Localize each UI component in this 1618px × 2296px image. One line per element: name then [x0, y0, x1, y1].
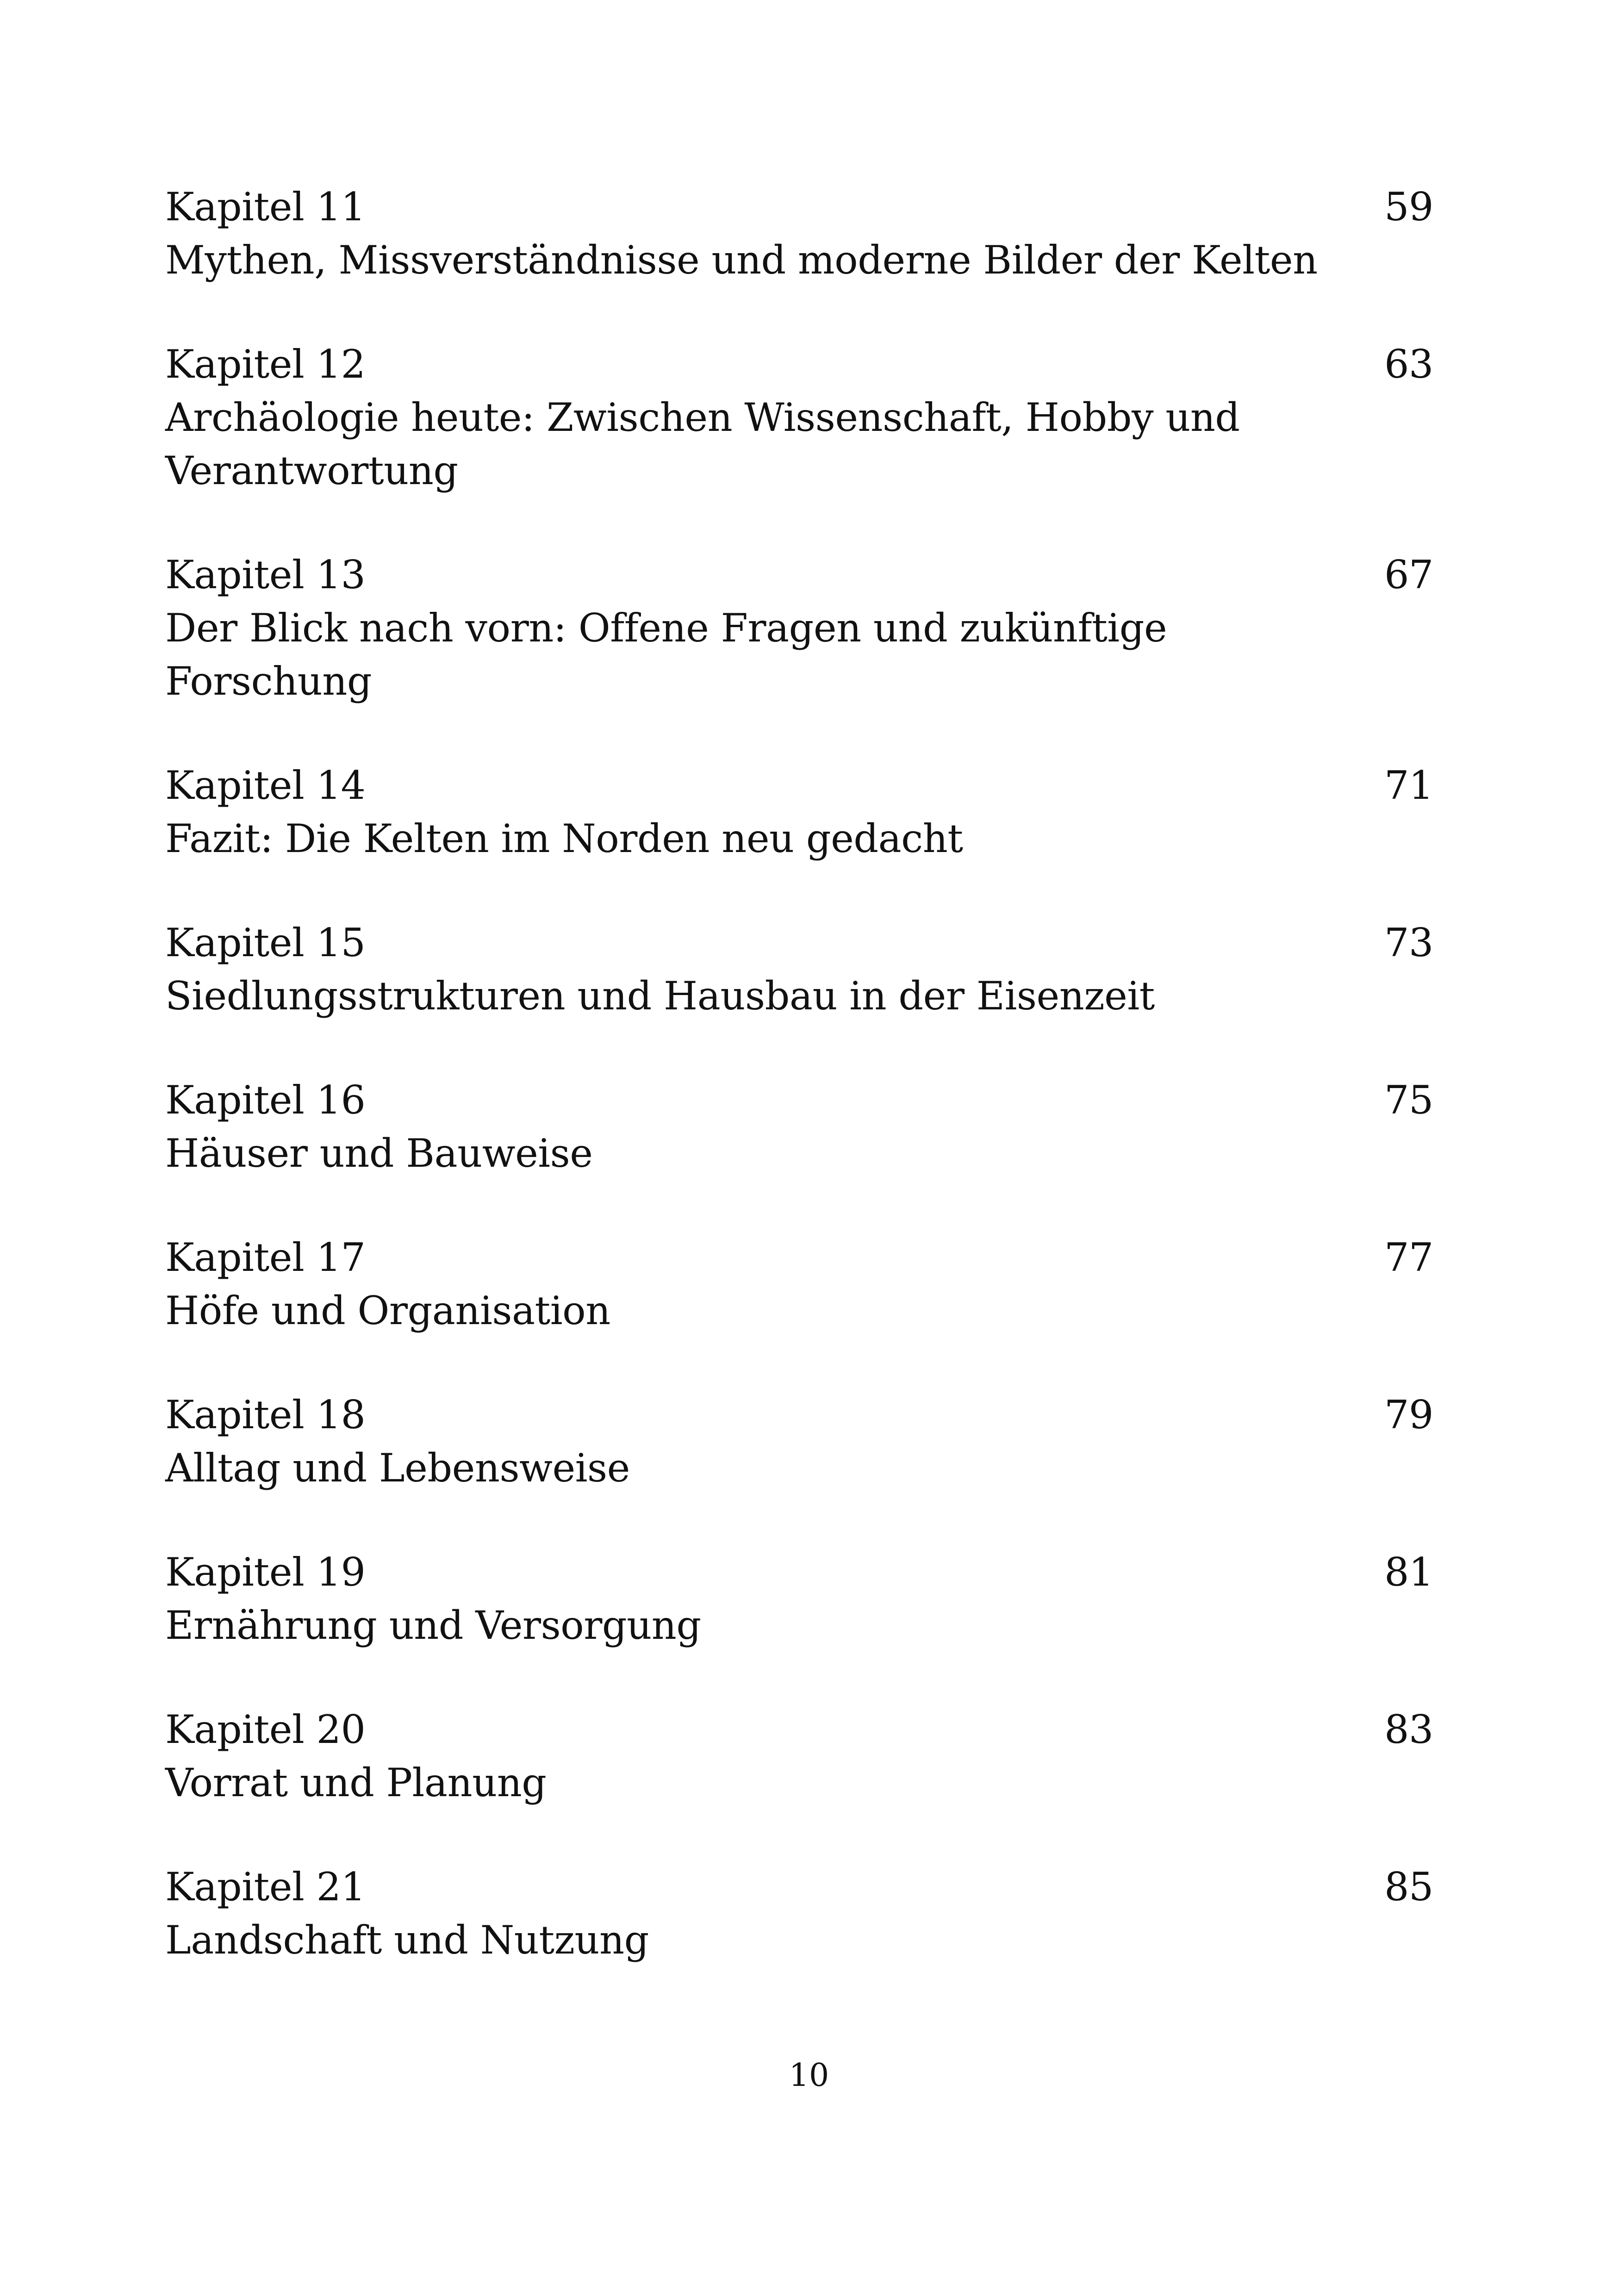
toc-entry-kapitel-18[interactable] — [165, 1388, 1433, 1495]
chapter-label: Kapitel 20 — [165, 1707, 366, 1752]
chapter-label: Kapitel 11 — [165, 184, 366, 230]
chapter-title: Landschaft und Nutzung — [165, 1917, 649, 1963]
toc-entry-head — [165, 916, 1433, 970]
chapter-title: Archäologie heute: Zwischen Wissenschaft, Hobby und Verantwortung — [165, 395, 1240, 493]
toc-entry-head — [165, 180, 1433, 234]
page-number: 85 — [1384, 1864, 1433, 1910]
page-number: 67 — [1384, 552, 1433, 597]
chapter-title: Häuser und Bauweise — [165, 1131, 593, 1176]
chapter-label: Kapitel 17 — [165, 1235, 366, 1280]
toc-entry-kapitel-21[interactable] — [165, 1860, 1433, 1967]
toc-entry-head — [165, 1388, 1433, 1442]
toc-entry-kapitel-11[interactable] — [165, 180, 1433, 287]
toc-entry-head — [165, 1703, 1433, 1756]
toc-entry-kapitel-19[interactable] — [165, 1546, 1433, 1652]
toc-entry-kapitel-13[interactable] — [165, 548, 1433, 708]
toc-entry-kapitel-20[interactable] — [165, 1703, 1433, 1810]
toc-entry-head — [165, 338, 1433, 391]
chapter-title: Mythen, Missverständnisse und moderne Bilder der Kelten — [165, 237, 1318, 283]
toc-entry-kapitel-17[interactable] — [165, 1231, 1433, 1338]
toc-entry-kapitel-14[interactable] — [165, 759, 1433, 865]
chapter-title: Siedlungsstrukturen und Hausbau in der Eisenzeit — [165, 973, 1155, 1019]
chapter-title: Ernährung und Versorgung — [165, 1603, 701, 1648]
page-number: 63 — [1384, 342, 1433, 387]
page-number: 81 — [1384, 1549, 1433, 1595]
chapter-title: Höfe und Organisation — [165, 1288, 610, 1333]
chapter-title: Vorrat und Planung — [165, 1760, 547, 1805]
chapter-label: Kapitel 16 — [165, 1077, 366, 1123]
page-number: 75 — [1384, 1077, 1433, 1123]
page-number: 59 — [1384, 184, 1433, 230]
toc-entry-head — [165, 1860, 1433, 1914]
toc-entry-head — [165, 1231, 1433, 1284]
toc-entry-head — [165, 1074, 1433, 1127]
toc-entry-head — [165, 759, 1433, 812]
toc-entry-kapitel-12[interactable] — [165, 338, 1433, 498]
toc-entry-kapitel-15[interactable] — [165, 916, 1433, 1023]
chapter-label: Kapitel 21 — [165, 1864, 366, 1910]
page-number: 77 — [1384, 1235, 1433, 1280]
chapter-title: Alltag und Lebensweise — [165, 1445, 630, 1491]
chapter-label: Kapitel 13 — [165, 552, 366, 597]
page-folio: 10 — [789, 2057, 829, 2094]
toc-entry-head — [165, 548, 1433, 602]
chapter-label: Kapitel 12 — [165, 342, 366, 387]
chapter-label: Kapitel 14 — [165, 763, 366, 808]
toc-entry-head — [165, 1546, 1433, 1599]
page-number: 73 — [1384, 920, 1433, 965]
chapter-label: Kapitel 18 — [165, 1392, 366, 1437]
page-number: 83 — [1384, 1707, 1433, 1752]
toc-entry-kapitel-16[interactable] — [165, 1074, 1433, 1180]
chapter-label: Kapitel 19 — [165, 1549, 366, 1595]
chapter-label: Kapitel 15 — [165, 920, 366, 965]
page-number: 79 — [1384, 1392, 1433, 1437]
chapter-title: Fazit: Die Kelten im Norden neu gedacht — [165, 816, 963, 861]
chapter-title: Der Blick nach vorn: Offene Fragen und zukünftige Forschung — [165, 605, 1167, 704]
page-number: 71 — [1384, 763, 1433, 808]
table-of-contents — [165, 180, 1433, 2018]
